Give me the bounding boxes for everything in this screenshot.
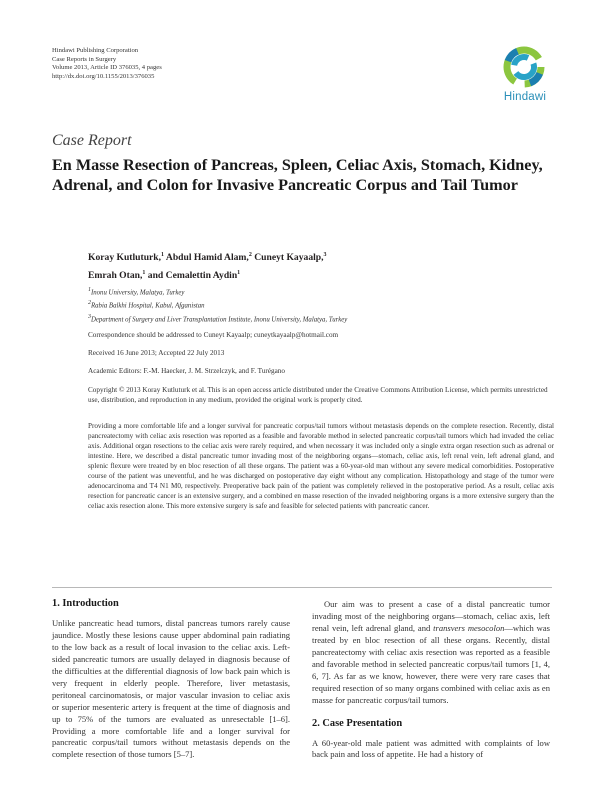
affiliation-item bbox=[88, 312, 528, 325]
affiliation-item bbox=[88, 285, 528, 298]
left-column bbox=[52, 598, 290, 761]
author-name: Abdul Hamid Alam, bbox=[165, 252, 249, 264]
right-column bbox=[312, 599, 550, 761]
journal-name: Case Reports in Surgery bbox=[52, 55, 117, 63]
received-dates: Received 16 June 2013; Accepted 22 July 2013 bbox=[88, 349, 225, 357]
article-type: Case Report bbox=[52, 132, 132, 149]
publication-info bbox=[52, 47, 162, 81]
publisher-name: Hindawi Publishing Corporation bbox=[52, 47, 139, 54]
aim-paragraph bbox=[312, 599, 550, 707]
author-affil-sup: 1 bbox=[161, 252, 165, 258]
volume-info: Volume 2013, Article ID 376035, 4 pages bbox=[52, 64, 162, 72]
affiliation-text: Department of Surgery and Liver Transplantation Institute, Inonu University, Malatya, Turkey bbox=[91, 316, 348, 324]
author-affil-sup: 1 bbox=[237, 269, 241, 276]
aim-text: Our aim was to present a case of a distal pancreatic tumor invading most of the neighboring organs—stomach, celiac axis, left renal vein, left adrenal gland, and bbox=[312, 599, 550, 633]
doi-link[interactable]: http://dx.doi.org/10.1155/2013/376035 bbox=[52, 72, 155, 80]
aim-text-italic: transvers mesocolon bbox=[433, 622, 505, 633]
case-presentation-heading: 2. Case Presentation bbox=[312, 717, 403, 729]
affiliation-item bbox=[88, 298, 528, 311]
affiliation-sup: 3 bbox=[88, 313, 91, 320]
author-name: Cuneyt Kayaalp, bbox=[254, 252, 324, 264]
affiliation-text: Rabia Balkhi Hospital, Kabul, Afganistan bbox=[91, 302, 205, 310]
aim-text: —which was treated by en bloc resection of all these organs. Recently, distal pancreatectomy with celiac axis resection was reported as a feasible and favorable method in selected pancreatic corpus/tail tumors [1, 4, 6, 7]. As far as we know, however, there were very rare cases that required resection of so many organs combined with celiac axis as en masse for pancreatic corpus/tail tumors. bbox=[312, 622, 550, 705]
affiliation-sup: 1 bbox=[88, 287, 91, 293]
copyright-notice: Copyright © 2013 Koray Kutluturk et al. This is an open access article distributed under the Creative Commons Attribution License, which permits unrestricted use, distribution, and reproduction in any medium, provided the original work is properly cited. bbox=[88, 386, 548, 404]
affiliation-sup: 2 bbox=[88, 300, 91, 307]
author-name: Koray Kutluturk, bbox=[88, 252, 162, 264]
correspondence-note: Correspondence should be addressed to Cuneyt Kayaalp; cuneytkayaalp@hotmail.com bbox=[88, 331, 339, 339]
author-affil-sup: 2 bbox=[248, 252, 252, 258]
introduction-heading: 1. Introduction bbox=[52, 598, 119, 609]
article-title: En Masse Resection of Pancreas, Spleen, Celiac Axis, Stomach, Kidney, Adrenal, and Colon for Invasive Pancreatic Corpus and Tail Tumor bbox=[52, 156, 543, 194]
section-divider bbox=[52, 587, 552, 588]
author-list bbox=[88, 248, 508, 283]
introduction-paragraph: Unlike pancreatic head tumors, distal pancreas tumors rarely cause jaundice. Mostly these lesions cause upper abdominal pain radiating to the low back as a result of local invasion to the celiac axis. Left-sided pancreatic tumors are usually delayed in diagnosis because of the difficulties at the differential diagnosis of low back pain which is very frequent in elderly people. Therefore, liver metastasis, peritoneal carcinomatosis, or major vascular invasion to celiac axis or superior mesenteric artery is frequent at the time of diagnosis and up to 75% of the tumors are evaluated as unresectable [1–6]. Providing a more comfortable life and a longer survival for pancreatic corpus/tail tumors without metastasis depends on the complete resection of those tumors [5–7]. bbox=[52, 617, 290, 760]
author-affil-sup: 1 bbox=[142, 269, 146, 276]
case-paragraph: A 60-year-old male patient was admitted with complaints of low back pain and loss of appetite. He had a history of bbox=[312, 737, 550, 760]
affiliation-text: Inonu University, Malatya, Turkey bbox=[91, 289, 185, 297]
affiliation-list bbox=[88, 285, 528, 325]
hindawi-logo-text: Hindawi bbox=[503, 91, 547, 103]
author-affil-sup: 3 bbox=[323, 252, 327, 258]
academic-editors: Academic Editors: F.-M. Haecker, J. M. Strzelczyk, and F. Turégano bbox=[88, 367, 285, 375]
abstract-text: Providing a more comfortable life and a longer survival for pancreatic corpus/tail tumors without metastasis depends on the complete resection. Recently, distal pancreatectomy with celiac axis resection was reported as a feasible and favorable method in selected pancreatic corpus/tail tumors which had invaded the celiac axis. Additional organ resections to the celiac axis were rarely required, and when necessary it was included only a single extra organ resection such as adrenal or intestine. Here, we described a distal pancreatic tumor invading most of the neighboring organs—stomach, celiac axis, left renal vein, left adrenal gland, and splenic flexure were treated by en bloc resection of all these organs. The patient was a 60-year-old man without any severe medical comorbidities. Postoperative course of the patient was uneventful, and he was discharged on postoperative day eight without any complication. Histopathology and stage of the tumor were adenocarcinoma and T4 N1 M0, respectively. Preoperative back pain of the patient was completely relieved in the postoperative period. As a result, celiac axis resection for pancreatic cancer is an extensive surgery, and a combined en masse resection of the invaded neighboring organs is a more extensive surgery than the celiac axis resection alone. This more extensive surgery is safe and feasible for selected patients with pancreatic cancer. bbox=[88, 422, 554, 511]
author-name: and Cemalettin Aydin bbox=[147, 269, 238, 281]
author-name: Emrah Otan, bbox=[88, 269, 143, 281]
